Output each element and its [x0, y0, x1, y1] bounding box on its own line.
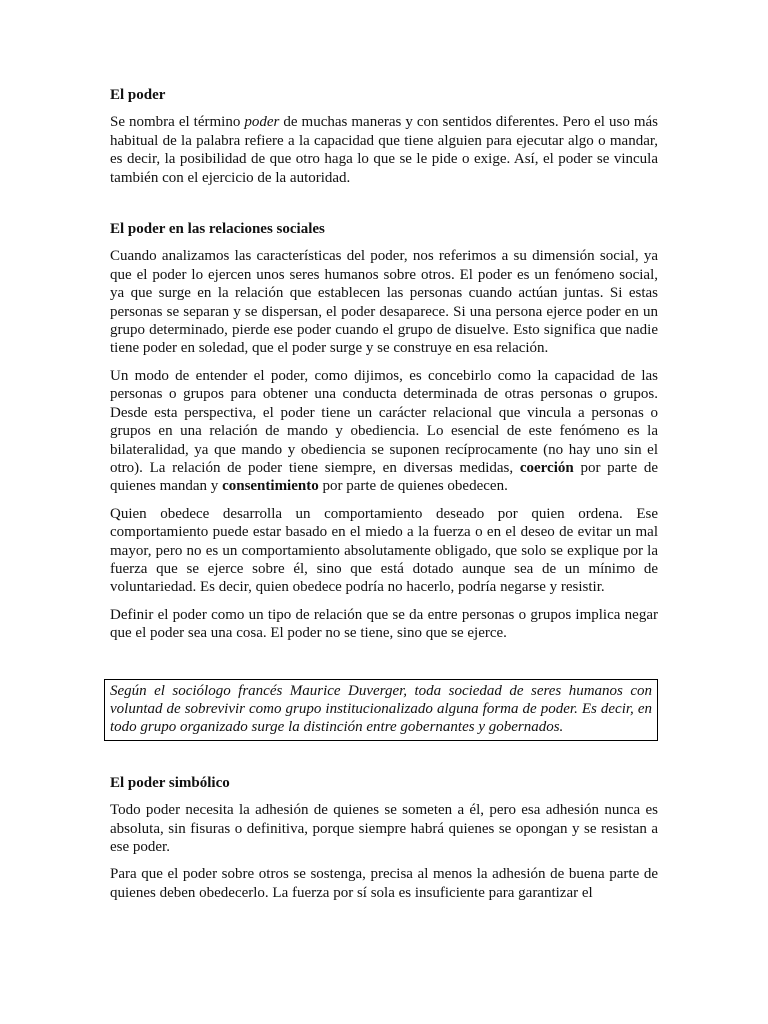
- document-page: [110, 86, 658, 911]
- paragraph-adhesion: Todo poder necesita la adhesión de quienes se someten a él, pero esa adhesión nunca es absoluta, sin fisuras o definitiva, porque siempre habrá quienes se opongan y se resistan a ese poder.: [110, 802, 658, 855]
- spacer: [110, 741, 658, 774]
- paragraph-text: Un modo de entender el poder, como dijimos, es concebirlo como la capacidad de las personas o grupos para obtener una conducta determinada de otras personas o grupos. Desde esta perspectiva, el poder tiene un carácter relacional que vincula a personas o grupos en una relación de mando y obediencia. Lo esencial de este fenómeno es la bilateralidad, ya que mando y obediencia se suponen recíprocamente (no hay uno sin el otro). La relación de poder tiene siempre, en diversas medidas,: [110, 367, 658, 476]
- paragraph-obedience: Quien obedece desarrolla un comportamiento deseado por quien ordena. Ese comportamiento puede estar basado en el miedo a la fuerza o en el deseo de evitar un mal mayor, pero no es un comportamiento absolutamente obligado, que solo se explique por la fuerza que se ejerce sobre él, sino que está dotado aunque sea de un mínimo de voluntariedad. Es decir, quien obedece podría no hacerlo, podría negarse y resistir.: [110, 505, 658, 596]
- spacer: [110, 196, 658, 220]
- section-heading-el-poder: El poder: [110, 87, 166, 103]
- paragraph-definition: [110, 113, 658, 187]
- paragraph-text: por parte de quienes mandan y: [110, 459, 658, 495]
- paragraph-definition-relation: Definir el poder como un tipo de relación que se da entre personas o grupos implica negar que el poder sea una cosa. El poder no se tiene, sino que se ejerce.: [110, 606, 658, 642]
- bold-term-coercion: coerción: [519, 459, 574, 476]
- section-heading-relaciones-sociales: El poder en las relaciones sociales: [110, 221, 325, 238]
- quote-text: Según el sociólogo francés Maurice Duverger, toda sociedad de seres humanos con voluntad de sobrevivir como grupo institucionalizado alguna forma de poder. Es decir, en todo grupo organizado surge la distinción entre gobernantes y gobernados.: [110, 682, 652, 736]
- paragraph-social-dimension: Cuando analizamos las características del poder, nos referimos a su dimensión social, ya que el poder lo ejercen unos seres humanos sobre otros. El poder es un fenómeno social, ya que surge en la relación que establecen las personas cuando actúan juntas. Si estas personas se separan y se dispersan, el poder desaparece. Si una persona ejerce poder en un grupo determinado, pierde ese poder cuando el grupo de disuelve. Esto significa que nadie tiene poder en soledad, que el poder surge y se construye en esa relación.: [110, 248, 658, 357]
- bold-term-consentimiento: consentimiento: [222, 478, 319, 495]
- section-heading-poder-simbolico: El poder simbólico: [110, 774, 230, 791]
- paragraph-text: por parte de quienes obedecen.: [318, 478, 508, 495]
- paragraph-text: Se nombra el término: [110, 114, 245, 131]
- paragraph-relational: [110, 367, 658, 496]
- paragraph-text: de muchas maneras y con sentidos diferentes. Pero el uso más habitual de la palabra refiere a la capacidad que tiene alguien para ejecutar algo o mandar, es decir, la posibilidad de que otro haga lo que se le pide o exige. Así, el poder se vincula también con el ejercicio de la autoridad.: [110, 114, 658, 186]
- paragraph-sustain: Para que el poder sobre otros se sostenga, precisa al menos la adhesión de buena parte de quienes deben obedecerlo. La fuerza por sí sola es insuficiente para garantizar el: [110, 866, 658, 901]
- spacer: [110, 652, 658, 679]
- emphasized-term: poder: [244, 114, 280, 131]
- quote-box: [104, 679, 658, 741]
